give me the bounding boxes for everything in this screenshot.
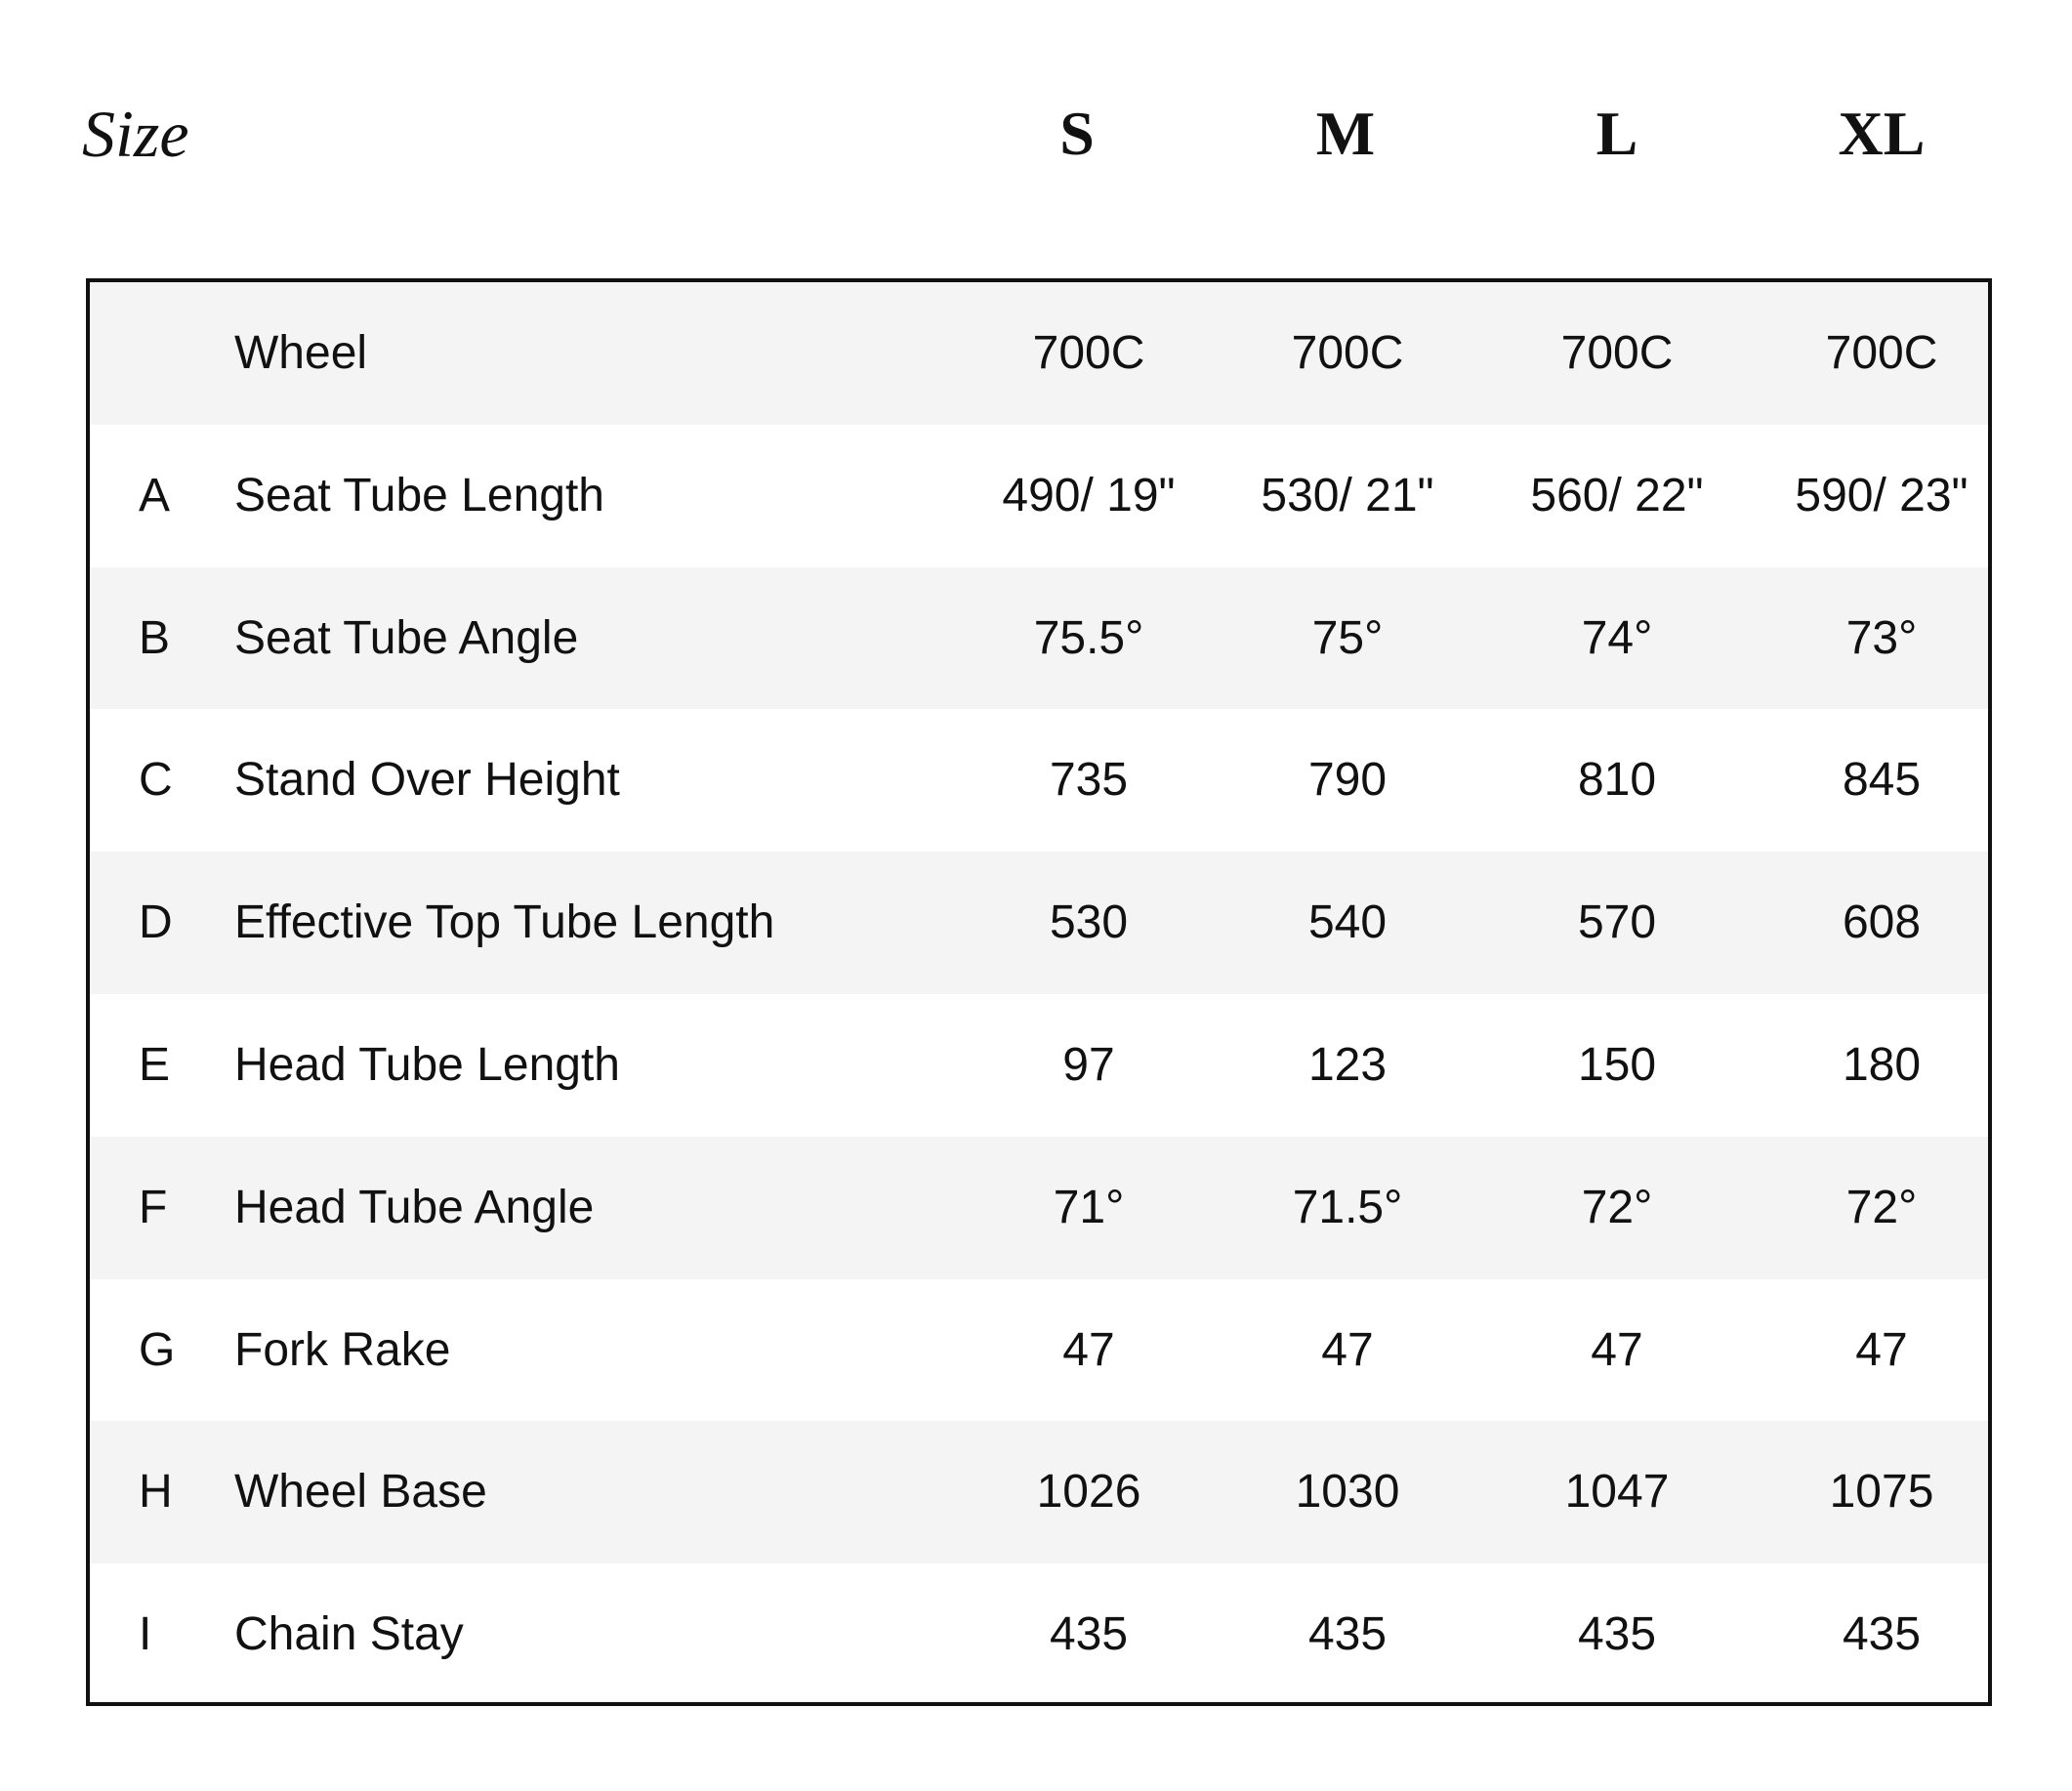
row-label: Fork Rake [234, 1323, 451, 1376]
size-column-m: M [1315, 99, 1376, 168]
row-letter: D [139, 896, 173, 949]
value-xl: 608 [1842, 896, 1922, 949]
value-xl: 700C [1825, 327, 1938, 379]
size-column-xl: XL [1838, 99, 1926, 168]
value-s: 735 [1049, 754, 1129, 807]
value-s: 700C [1032, 327, 1145, 379]
value-s: 71° [1053, 1181, 1125, 1233]
value-s: 530 [1049, 896, 1129, 949]
value-s: 47 [1062, 1323, 1115, 1376]
value-l: 700C [1560, 327, 1674, 379]
row-label: Chain Stay [234, 1608, 464, 1661]
value-l: 72° [1581, 1181, 1653, 1233]
row-label: Wheel [234, 327, 368, 379]
value-l: 47 [1591, 1323, 1643, 1376]
table-row [90, 567, 1988, 710]
geometry-table [86, 278, 1992, 1706]
table-row [90, 1421, 1988, 1563]
value-xl: 72° [1845, 1181, 1918, 1233]
row-letter: C [139, 754, 173, 807]
value-m: 123 [1307, 1039, 1388, 1091]
value-s: 1026 [1036, 1466, 1141, 1519]
size-title: Size [82, 97, 189, 171]
value-l: 570 [1577, 896, 1657, 949]
table-row [90, 852, 1988, 994]
row-label: Seat Tube Angle [234, 611, 579, 664]
value-xl: 47 [1855, 1323, 1908, 1376]
value-l: 150 [1577, 1039, 1657, 1091]
value-l: 435 [1577, 1608, 1657, 1661]
table-row [90, 1137, 1988, 1279]
value-m: 540 [1307, 896, 1388, 949]
table-row [90, 1563, 1988, 1706]
row-letter: H [139, 1466, 173, 1519]
value-xl: 73° [1845, 611, 1918, 664]
row-letter: G [139, 1323, 176, 1376]
value-l: 810 [1577, 754, 1657, 807]
row-label: Stand Over Height [234, 754, 620, 807]
table-row [90, 1279, 1988, 1422]
table-row [90, 709, 1988, 852]
value-m: 435 [1307, 1608, 1388, 1661]
table-row [90, 994, 1988, 1137]
row-letter: F [139, 1181, 168, 1233]
value-m: 75° [1311, 611, 1384, 664]
size-column-l: L [1595, 99, 1638, 168]
value-s: 435 [1049, 1608, 1129, 1661]
row-letter: A [139, 469, 171, 521]
value-l: 74° [1581, 611, 1653, 664]
row-letter: E [139, 1039, 171, 1091]
row-label: Effective Top Tube Length [234, 896, 775, 949]
table-row [90, 425, 1988, 567]
value-xl: 435 [1842, 1608, 1922, 1661]
value-s: 490/ 19" [1002, 469, 1176, 521]
value-l: 1047 [1564, 1466, 1670, 1519]
row-label: Seat Tube Length [234, 469, 604, 521]
value-xl: 180 [1842, 1039, 1922, 1091]
row-letter: I [139, 1608, 152, 1661]
row-label: Head Tube Angle [234, 1181, 595, 1233]
table-row [90, 282, 1988, 425]
value-m: 530/ 21" [1261, 469, 1434, 521]
size-header [0, 80, 2072, 187]
value-s: 97 [1062, 1039, 1115, 1091]
value-m: 1030 [1295, 1466, 1400, 1519]
value-xl: 845 [1842, 754, 1922, 807]
value-l: 560/ 22" [1530, 469, 1704, 521]
value-m: 790 [1307, 754, 1388, 807]
value-xl: 1075 [1829, 1466, 1934, 1519]
size-column-s: S [1059, 99, 1095, 168]
value-m: 47 [1321, 1323, 1374, 1376]
row-label: Wheel Base [234, 1466, 487, 1519]
value-m: 71.5° [1292, 1181, 1403, 1233]
row-label: Head Tube Length [234, 1039, 620, 1091]
row-letter: B [139, 611, 171, 664]
value-s: 75.5° [1033, 611, 1144, 664]
value-xl: 590/ 23" [1795, 469, 1968, 521]
value-m: 700C [1291, 327, 1404, 379]
